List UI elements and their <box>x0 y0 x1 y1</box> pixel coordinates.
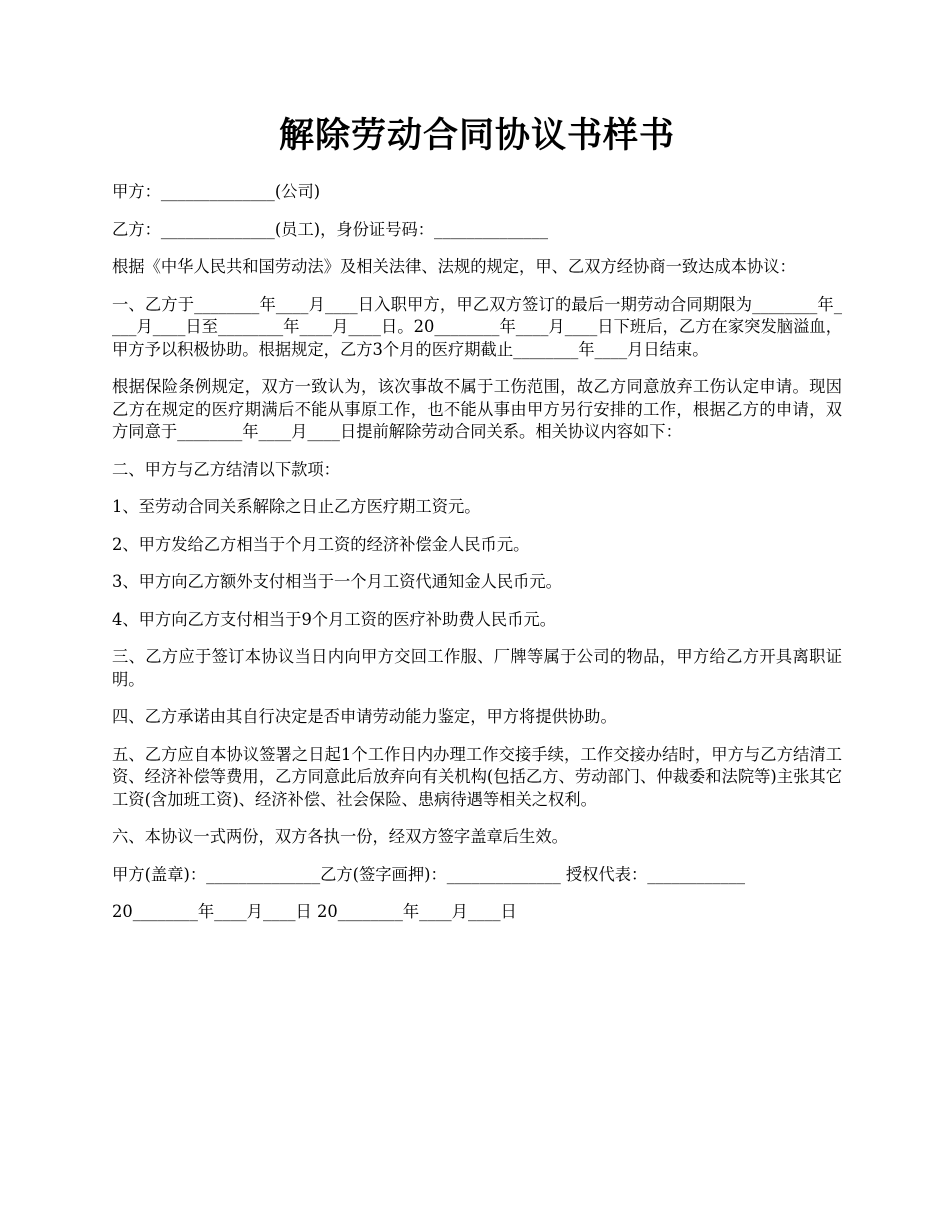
party-b-line: 乙方：______________(员工)，身份证号码：______________ <box>112 219 549 239</box>
signature-line: 甲方(盖章)：______________乙方(签字画押)：______________ 授权代表：____________ <box>112 864 745 884</box>
preamble-paragraph: 根据《中华人民共和国劳动法》及相关法律、法规的规定，甲、乙双方经协商一致达成本协议： <box>112 257 796 276</box>
payment-item-3: 3、甲方向乙方额外支付相当于一个月工资代通知金人民币元。 <box>112 572 562 591</box>
clause-4-paragraph: 四、乙方承诺由其自行决定是否申请劳动能力鉴定，甲方将提供协助。 <box>112 707 617 726</box>
party-a-line: 甲方：______________(公司) <box>112 182 321 201</box>
payment-item-2: 2、甲方发给乙方相当于个月工资的经济补偿金人民币元。 <box>112 534 530 554</box>
date-line: 20________年____月____日 20________年____月____日 <box>112 902 517 921</box>
document-page <box>112 106 842 939</box>
clause-1-paragraph: 一、乙方于________年____月____日入职甲方，甲乙双方签订的最后一期劳动合同期限为________年____月____日至________年____月____日。20________年____月____日下班后，乙方在家突发脑溢血，甲方予以积极协助。根据规定，乙方3个月的医疗期截止________年____月日结束。 <box>112 294 842 359</box>
payment-item-4: 4、甲方向乙方支付相当于9个月工资的医疗补助费人民币元。 <box>112 609 557 629</box>
document-title: 解除劳动合同协议书样书 <box>278 115 675 156</box>
payment-item-1: 1、至劳动合同关系解除之日止乙方医疗期工资元。 <box>112 497 481 516</box>
clause-6-paragraph: 六、本协议一式两份，双方各执一份，经双方签字盖章后生效。 <box>112 827 568 846</box>
clause-3-paragraph: 三、乙方应于签订本协议当日内向甲方交回工作服、厂牌等属于公司的物品，甲方给乙方开具离职证明。 <box>112 647 842 689</box>
clause-5-paragraph: 五、乙方应自本协议签署之日起1个工作日内办理工作交接手续，工作交接办结时，甲方与乙方结清工资、经济补偿等费用，乙方同意此后放弃向有关机构(包括乙方、劳动部门、仲裁委和法院等)主张其它工资(含加班工资)、经济补偿、社会保险、患病待遇等相关之权利。 <box>112 744 842 809</box>
insurance-paragraph: 根据保险条例规定，双方一致认为，该次事故不属于工伤范围，故乙方同意放弃工伤认定申请。现因乙方在规定的医疗期满后不能从事原工作，也不能从事由甲方另行安排的工作，根据乙方的申请，双方同意于________年____月____日提前解除劳动合同关系。相关协议内容如下： <box>112 377 842 441</box>
clause-2-heading: 二、甲方与乙方结清以下款项： <box>112 459 340 479</box>
